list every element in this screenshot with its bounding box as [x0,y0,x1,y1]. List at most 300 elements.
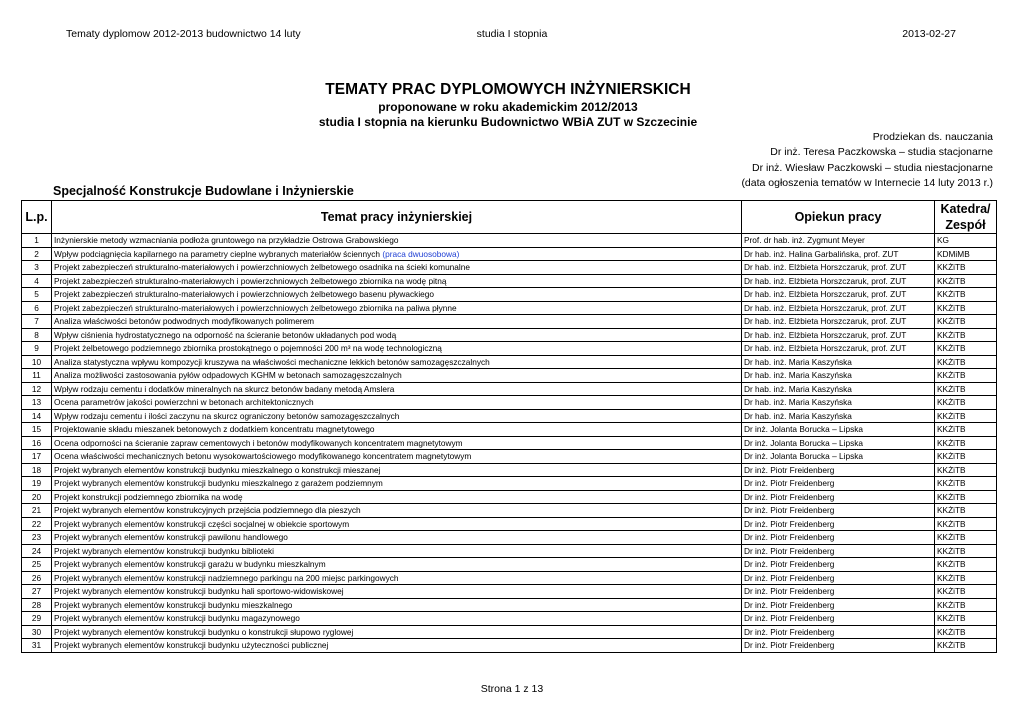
dean-line: Prodziekan ds. nauczania [872,131,993,143]
row-supervisor [742,328,935,342]
row-topic [52,558,742,572]
row-supervisor-text: Dr inż. Jolanta Borucka – Lipska [744,437,863,448]
row-supervisor [742,234,935,248]
row-supervisor [742,463,935,477]
row-topic-text: Inżynierskie metody wzmacniania podłoża gruntowego na przykładzie Ostrowa Grabowskiego [54,235,399,245]
row-number-text: 20 [31,491,42,502]
table-body [22,234,997,653]
row-department-text: KKŻiTB [937,275,966,286]
row-number [22,544,52,558]
row-topic-note: (praca dwuosobowa) [382,248,460,259]
row-department [935,571,997,585]
table-row [22,517,997,531]
row-topic [52,463,742,477]
row-number-text: 28 [31,599,42,610]
row-department-text: KG [937,235,949,245]
header-department-line2: Zespół [945,218,986,232]
row-supervisor [742,396,935,410]
table-row [22,328,997,342]
row-topic [52,598,742,612]
row-department-text: KKŻiTB [937,316,966,326]
row-supervisor-text: Dr hab. inż. Maria Kaszyńska [744,370,852,380]
document-subtitle-2: studia I stopnia na kierunku Budownictwo WBiA ZUT w Szczecinie [318,115,698,129]
row-number [22,571,52,585]
row-supervisor-text: Dr hab. inż. Maria Kaszyńska [744,397,852,407]
row-department-text: KKŻiTB [937,383,966,394]
row-supervisor-text: Dr inż. Jolanta Borucka – Lipska [744,451,863,461]
row-supervisor [742,247,935,261]
row-department-text: KKŻiTB [937,640,966,650]
row-topic-text: Projekt wybranych elementów konstrukcji budynku magazynowego [54,613,300,623]
row-department [935,490,997,504]
row-supervisor [742,355,935,369]
row-topic-text: Projekt zabezpieczeń strukturalno-materiałowych i powierzchniowych żelbetowego zbiornika na paliwa płynne [54,302,457,313]
row-department-text: KDMiMB [937,248,970,259]
row-department [935,544,997,558]
row-supervisor [742,274,935,288]
row-topic-text: Projekt wybranych elementów konstrukcji budynku użyteczności publicznej [54,640,329,650]
row-topic [52,585,742,599]
row-topic-text: Projekt wybranych elementów konstrukcji części socjalnej w obiekcie sportowym [54,518,350,529]
row-department-text: KKŻiTB [937,559,966,569]
running-header-center: studia I stopnia [476,28,548,40]
row-number-text: 16 [31,437,42,448]
table-row [22,409,997,423]
row-supervisor [742,261,935,275]
table-row [22,396,997,410]
table-row [22,247,997,261]
row-topic [52,639,742,653]
row-supervisor [742,477,935,491]
row-number [22,301,52,315]
row-department-text: KKŻiTB [937,329,966,340]
row-number [22,247,52,261]
row-department [935,247,997,261]
table-row [22,382,997,396]
row-number-text: 29 [31,613,42,623]
row-department-text: KKŻiTB [937,302,966,313]
row-topic [52,625,742,639]
row-supervisor [742,517,935,531]
row-department [935,639,997,653]
row-number-text: 18 [31,464,42,475]
row-department [935,409,997,423]
row-topic-text: Ocena parametrów jakości powierzchni w betonach architektonicznych [54,397,314,407]
row-number [22,261,52,275]
row-supervisor [742,369,935,383]
row-department [935,342,997,356]
document-title: TEMATY PRAC DYPLOMOWYCH INŻYNIERSKICH [325,81,691,98]
row-department-text: KKŻiTB [937,532,966,542]
row-department-text: KKŻiTB [937,613,966,623]
row-number [22,612,52,626]
row-number [22,450,52,464]
row-number-text: 10 [31,356,42,367]
row-topic [52,517,742,531]
row-topic-text: Projekt wybranych elementów konstrukcji budynku mieszkalnego o konstrukcji mieszanej [54,464,381,475]
row-number-text: 15 [31,424,42,434]
row-department-text: KKŻiTB [937,397,966,407]
row-number [22,531,52,545]
table-row [22,450,997,464]
row-department [935,504,997,518]
row-supervisor [742,558,935,572]
row-number-text: 9 [34,343,39,353]
row-supervisor-text: Dr hab. inż. Elżbieta Horszczaruk, prof. ZUT [744,275,907,286]
row-department-text: KKŻiTB [937,478,966,488]
row-supervisor-text: Dr hab. inż. Maria Kaszyńska [744,410,852,421]
table-row [22,463,997,477]
row-department-text: KKŻiTB [937,626,966,637]
row-topic [52,409,742,423]
row-department-text: KKŻiTB [937,505,966,515]
row-department [935,288,997,302]
row-topic-text: Wpływ rodzaju cementu i dodatków mineralnych na skurcz betonów badany metodą Amslera [54,383,395,394]
row-department-text: KKŻiTB [937,424,966,434]
row-department-text: KKŻiTB [937,491,966,502]
row-number [22,639,52,653]
row-topic-text: Wpływ ciśnienia hydrostatycznego na odporność na ścieranie betonów układanych pod wodą [54,329,397,340]
row-number-text: 31 [31,640,42,650]
row-supervisor-text: Dr inż. Piotr Freidenberg [744,464,835,475]
row-supervisor-text: Dr hab. inż. Elżbieta Horszczaruk, prof. ZUT [744,289,907,299]
row-number-text: 11 [32,370,41,380]
row-department [935,585,997,599]
row-topic [52,571,742,585]
row-supervisor [742,544,935,558]
row-supervisor [742,436,935,450]
row-topic [52,450,742,464]
row-number [22,463,52,477]
table-header-row [22,201,997,234]
row-topic [52,396,742,410]
row-number-text: 2 [34,248,39,259]
dean-info [741,130,993,191]
row-supervisor [742,585,935,599]
row-number [22,396,52,410]
row-number-text: 25 [31,559,42,569]
row-supervisor [742,625,935,639]
row-department-text: KKŻiTB [937,262,966,272]
row-department [935,301,997,315]
table-row [22,504,997,518]
table-row [22,477,997,491]
row-supervisor [742,342,935,356]
row-department-text: KKŻiTB [937,370,966,380]
row-supervisor-text: Dr hab. inż. Elżbieta Horszczaruk, prof. ZUT [744,262,907,272]
row-number [22,369,52,383]
row-department [935,355,997,369]
row-topic-text: Ocena właściwości mechanicznych betonu wysokowartościowego modyfikowanego koncentratem magnetytowym [54,451,472,461]
row-topic [52,342,742,356]
row-topic [52,477,742,491]
header-supervisor: Opiekun pracy [742,201,935,234]
row-department-text: KKŻiTB [937,464,966,475]
row-number [22,274,52,288]
row-number [22,423,52,437]
table-row [22,490,997,504]
row-topic-text: Projekt wybranych elementów konstrukcji budynku mieszkalnego [54,599,293,610]
dean-line: Dr inż. Wiesław Paczkowski – studia niestacjonarne [751,161,993,174]
row-supervisor-text: Dr inż. Piotr Freidenberg [744,518,835,529]
row-topic [52,315,742,329]
row-topic-text: Projekt zabezpieczeń strukturalno-materiałowych i powierzchniowych żelbetowego zbiornika na wodę pitną [54,275,447,286]
row-department [935,477,997,491]
table-row [22,639,997,653]
row-number [22,409,52,423]
row-supervisor-text: Dr inż. Piotr Freidenberg [744,559,835,569]
row-topic [52,490,742,504]
row-topic-text: Projekt zabezpieczeń strukturalno-materiałowych i powierzchniowych żelbetowego osadnika na ścieki komunalne [54,262,470,272]
row-topic [52,531,742,545]
row-topic-text: Projekt konstrukcji podziemnego zbiornika na wodę [54,491,243,502]
row-supervisor-text: Dr inż. Piotr Freidenberg [744,572,835,583]
topics-table [21,200,997,653]
row-department [935,261,997,275]
row-department-text: KKŻiTB [937,545,966,556]
row-number-text: 3 [34,262,39,272]
row-department-text: KKŻiTB [937,518,966,529]
row-department [935,315,997,329]
row-topic [52,301,742,315]
row-number [22,625,52,639]
row-number-text: 8 [34,329,39,340]
row-department [935,369,997,383]
row-topic [52,369,742,383]
row-number-text: 6 [34,302,39,313]
row-department [935,531,997,545]
document-subtitle: proponowane w roku akademickim 2012/2013 [378,100,638,114]
row-department [935,517,997,531]
table-row [22,598,997,612]
row-supervisor [742,301,935,315]
row-number-text: 13 [31,397,42,407]
row-topic-text: Projekt wybranych elementów konstrukcji garażu w budynku mieszkalnym [54,559,326,569]
row-number [22,342,52,356]
row-topic [52,274,742,288]
header-topic: Temat pracy inżynierskiej [52,201,742,234]
row-number [22,517,52,531]
row-department-text: KKŻiTB [937,586,966,596]
row-supervisor [742,450,935,464]
row-topic-text: Projekt wybranych elementów konstrukcji budynku o konstrukcji słupowo ryglowej [54,626,354,637]
row-department-text: KKŻiTB [937,343,966,353]
row-department-text: KKŻiTB [937,410,966,421]
row-supervisor [742,490,935,504]
row-topic-text: Projekt wybranych elementów konstrukcji budynku mieszkalnego z garażem podziemnym [54,478,383,488]
row-topic-text: Projekt żelbetowego podziemnego zbiornika prostokątnego o pojemności 200 m³ na wodę technologiczną [54,343,442,353]
row-number [22,436,52,450]
dean-line: Dr inż. Teresa Paczkowska – studia stacjonarne [770,146,993,159]
row-number [22,315,52,329]
row-department [935,328,997,342]
row-supervisor-text: Dr hab. inż. Elżbieta Horszczaruk, prof. ZUT [744,343,907,353]
row-supervisor [742,382,935,396]
page-number: Strona 1 z 13 [480,683,544,695]
row-number-text: 23 [31,532,42,542]
row-topic [52,234,742,248]
row-department-text: KKŻiTB [937,437,966,448]
row-department [935,396,997,410]
row-number-text: 24 [31,545,42,556]
dean-line: (data ogłoszenia tematów w Internecie 14 luty 2013 r.) [741,176,993,189]
row-number [22,598,52,612]
row-number [22,288,52,302]
row-topic [52,288,742,302]
row-supervisor-text: Dr inż. Jolanta Borucka – Lipska [744,424,863,434]
running-header-date: 2013-02-27 [902,28,956,40]
row-topic [52,504,742,518]
row-number [22,558,52,572]
table-row [22,369,997,383]
row-topic-text: Projektowanie składu mieszanek betonowych z dodatkiem koncentratu magnetytowego [54,424,375,434]
row-supervisor-text: Dr inż. Piotr Freidenberg [744,505,835,515]
row-topic [52,436,742,450]
row-topic [52,423,742,437]
row-number-text: 7 [34,316,39,326]
row-number-text: 26 [31,572,42,583]
row-supervisor [742,531,935,545]
table-row [22,301,997,315]
row-topic-text: Projekt wybranych elementów konstrukcji budynku biblioteki [54,545,274,556]
table-row [22,423,997,437]
header-lp: L.p. [22,201,52,234]
row-topic [52,382,742,396]
row-topic-text: Projekt wybranych elementów konstrukcji nadziemnego parkingu na 200 miejsc parkingowych [54,572,399,583]
row-number-text: 4 [34,275,39,286]
row-number-text: 19 [31,478,42,488]
row-department [935,612,997,626]
row-number-text: 17 [31,451,42,461]
table-row [22,355,997,369]
row-number [22,355,52,369]
row-supervisor-text: Dr inż. Piotr Freidenberg [744,640,835,650]
row-supervisor-text: Dr hab. inż. Halina Garbalińska, prof. ZUT [744,248,899,259]
row-number-text: 14 [31,410,42,421]
row-supervisor [742,598,935,612]
row-topic [52,261,742,275]
row-supervisor-text: Dr inż. Piotr Freidenberg [744,532,835,542]
table-row [22,342,997,356]
row-supervisor [742,639,935,653]
row-number [22,382,52,396]
table-row [22,585,997,599]
row-number [22,477,52,491]
row-number [22,328,52,342]
table-row [22,274,997,288]
row-supervisor-text: Dr hab. inż. Maria Kaszyńska [744,356,852,367]
row-department [935,558,997,572]
table-row [22,261,997,275]
row-supervisor [742,612,935,626]
row-supervisor [742,315,935,329]
row-topic [52,355,742,369]
row-topic-text: Analiza możliwości zastosowania pyłów odpadowych KGHM w betonach samozagęszczalnych [54,370,402,380]
table-row [22,571,997,585]
row-department [935,450,997,464]
row-supervisor-text: Dr inż. Piotr Freidenberg [744,491,835,502]
row-number-text: 5 [34,289,39,299]
row-number-text: 30 [31,626,42,637]
row-supervisor [742,571,935,585]
row-number [22,490,52,504]
row-topic-text: Analiza statystyczna wpływu kompozycji kruszywa na właściwości mechaniczne lekkich betonów samozagęszczalnych [54,356,490,367]
row-supervisor-text: Dr hab. inż. Elżbieta Horszczaruk, prof. ZUT [744,316,907,326]
row-topic-text: Projekt wybranych elementów konstrukcyjnych przejścia podziemnego dla pieszych [54,505,361,515]
table-row [22,531,997,545]
row-supervisor [742,409,935,423]
row-topic [52,612,742,626]
table-row [22,288,997,302]
row-supervisor [742,423,935,437]
row-number [22,504,52,518]
row-supervisor-text: Dr inż. Piotr Freidenberg [744,599,835,610]
row-number-text: 27 [31,586,42,596]
row-department [935,274,997,288]
row-number-text: 12 [31,383,42,394]
row-supervisor-text: Dr inż. Piotr Freidenberg [744,545,835,556]
header-department [935,201,997,234]
row-topic-text: Wpływ podciągnięcia kapilarnego na parametry cieplne wybranych materiałów ściennych [54,248,381,259]
row-supervisor-text: Dr hab. inż. Elżbieta Horszczaruk, prof. ZUT [744,302,907,313]
row-topic-text: Projekt wybranych elementów konstrukcji pawilonu handlowego [54,532,288,542]
row-department [935,598,997,612]
row-supervisor-text: Dr inż. Piotr Freidenberg [744,626,835,637]
row-department-text: KKŻiTB [937,599,966,610]
row-department [935,436,997,450]
row-department-text: KKŻiTB [937,451,966,461]
table-row [22,234,997,248]
specialty-heading: Specjalność Konstrukcje Budowlane i Inżynierskie [53,184,354,198]
row-department [935,234,997,248]
row-supervisor [742,288,935,302]
row-supervisor-text: Dr inż. Piotr Freidenberg [744,586,835,596]
row-topic [52,544,742,558]
row-number [22,585,52,599]
row-topic-text: Analiza właściwości betonów podwodnych modyfikowanych polimerem [54,316,315,326]
table-row [22,558,997,572]
row-number-text: 22 [31,518,42,529]
row-department-text: KKŻiTB [937,356,966,367]
row-number-text: 21 [31,505,42,515]
table-row [22,625,997,639]
table-row [22,436,997,450]
row-number [22,234,52,248]
row-supervisor-text: Dr inż. Piotr Freidenberg [744,613,835,623]
row-department-text: KKŻiTB [937,289,966,299]
table-row [22,612,997,626]
row-department [935,423,997,437]
row-topic-text: Ocena odporności na ścieranie zapraw cementowych i betonów modyfikowanych koncentratem magnetytowym [54,437,463,448]
row-department-text: KKŻiTB [937,572,966,583]
table-row [22,315,997,329]
row-department [935,463,997,477]
row-topic [52,247,742,261]
row-supervisor [742,504,935,518]
header-department-line1: Katedra/ [940,202,991,216]
row-supervisor-text: Dr inż. Piotr Freidenberg [744,478,835,488]
row-supervisor-text: Dr hab. inż. Elżbieta Horszczaruk, prof. ZUT [744,329,907,340]
row-topic-text: Projekt zabezpieczeń strukturalno-materiałowych i powierzchniowych żelbetowego basenu pływackiego [54,289,435,299]
table-row [22,544,997,558]
row-topic-text: Wpływ rodzaju cementu i ilości zaczynu na skurcz ograniczony betonów samozagęszczalnych [54,410,400,421]
row-topic-text: Projekt wybranych elementów konstrukcji budynku hali sportowo-widowiskowej [54,586,344,596]
row-department [935,382,997,396]
running-header-left: Tematy dyplomow 2012-2013 budownictwo 14 luty [66,28,301,40]
row-department [935,625,997,639]
row-supervisor-text: Dr hab. inż. Maria Kaszyńska [744,383,852,394]
row-topic [52,328,742,342]
